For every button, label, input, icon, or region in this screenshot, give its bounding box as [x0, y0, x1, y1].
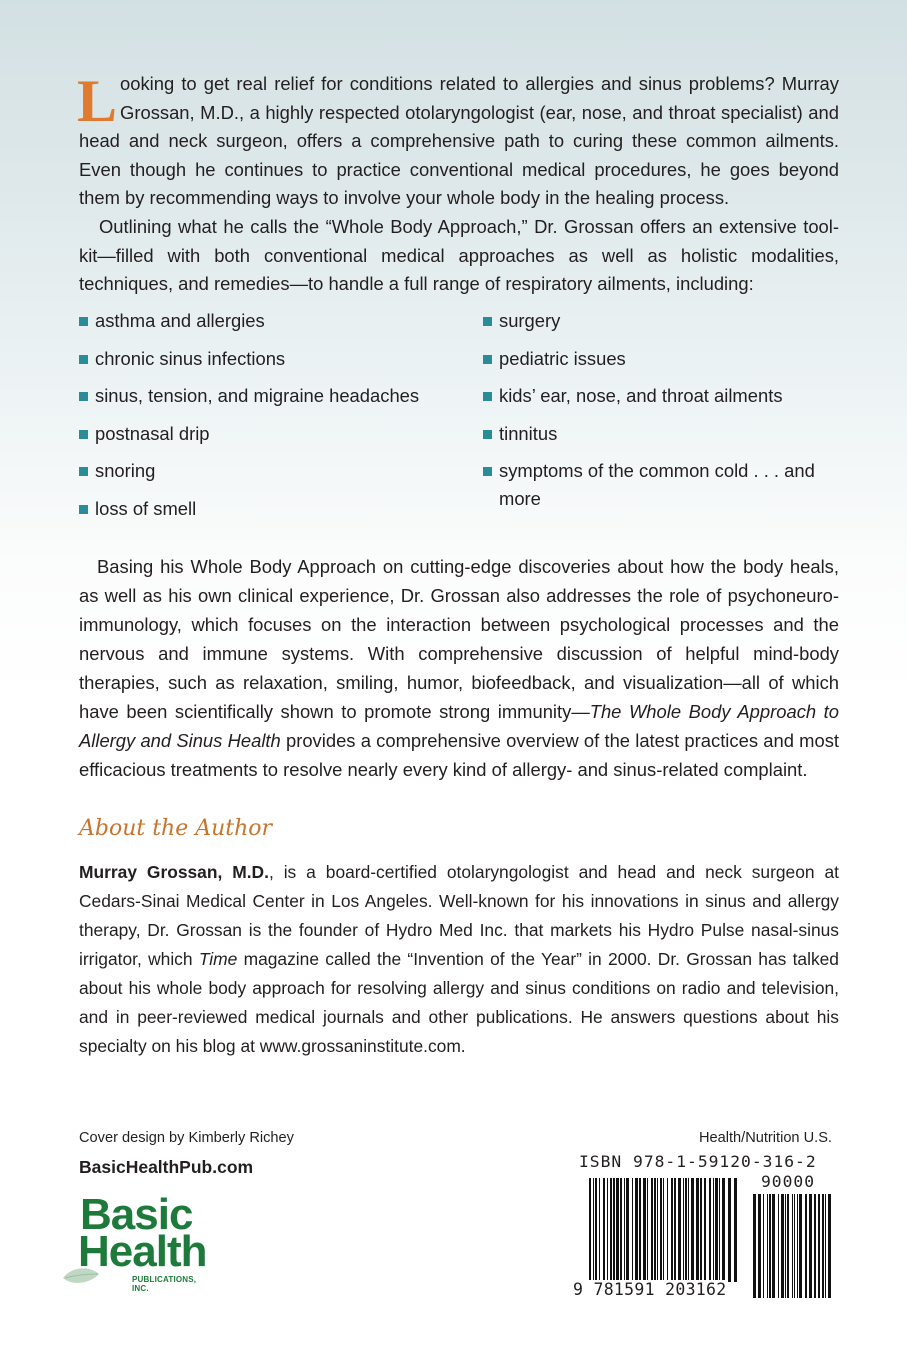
- barcode-main-icon: [589, 1178, 739, 1282]
- barcode-digits: 9 781591 203162: [573, 1280, 727, 1299]
- list-item: snoring: [79, 457, 479, 485]
- list-item: symptoms of the common cold . . . and more: [483, 457, 823, 513]
- list-item: postnasal drip: [79, 420, 479, 448]
- ailment-list-right: [483, 307, 823, 523]
- list-item: surgery: [483, 307, 823, 335]
- list-item: sinus, tension, and migraine headaches: [79, 382, 479, 410]
- cover-design-credit: Cover design by Kimberly Richey: [79, 1130, 294, 1146]
- author-bio: [79, 858, 839, 1061]
- about-author-heading: About the Author: [79, 816, 273, 841]
- bullet-square-icon: [79, 430, 88, 439]
- bullet-square-icon: [483, 467, 492, 476]
- logo-line-publications: PUBLICATIONS, INC.: [132, 1275, 197, 1293]
- intro-paragraph-2: Outlining what he calls the “Whole Body Approach,” Dr. Grossan offers an extensive tool-kit—filled with both conventional medical approaches as well as holistic modalities, techniques, and remedies—to handle a full range of respiratory ailments, including:: [79, 215, 839, 295]
- intro-section: [79, 70, 839, 299]
- list-item: kids’ ear, nose, and throat ailments: [483, 382, 823, 410]
- bullet-square-icon: [483, 430, 492, 439]
- category-label: Health/Nutrition U.S.: [698, 1130, 832, 1146]
- bullet-square-icon: [483, 317, 492, 326]
- ailment-list-left: [79, 307, 479, 533]
- bullet-square-icon: [483, 392, 492, 401]
- publisher-logo: [62, 1190, 212, 1293]
- bullet-square-icon: [79, 392, 88, 401]
- publisher-website[interactable]: BasicHealthPub.com: [79, 1157, 254, 1177]
- list-item: tinnitus: [483, 420, 823, 448]
- bullet-square-icon: [79, 317, 88, 326]
- author-paragraph: Murray Grossan, M.D., is a board-certified otolaryngologist and head and neck surgeon at Cedars-Sinai Medical Center in Los Angeles. Well-known for his innovations in sinus and allergy therapy, Dr. Grossan is the founder of Hydro Med Inc. that markets his Hydro Pulse nasal-sinus irrigator, which Time magazine called the “Invention of the Year” in 2000. Dr. Grossan has talked about his whole body approach for resolving allergy and sinus conditions on radio and television, and in peer-reviewed medical journals and other publications. He answers questions about his specialty on his blog at www.grossaninstitute.com.: [79, 862, 840, 1056]
- body-paragraph: Basing his Whole Body Approach on cutting-edge discoveries about how the body heals, as well as his own clinical experience, Dr. Grossan also addresses the role of psychoneuro-immunology, which focuses on the interaction between psychological processes and the nervous and immune systems. With comprehensive discussion of helpful mind-body therapies, such as relaxation, smiling, humor, biofeedback, and visualization—all of which have been scientifically shown to promote strong immunity—The Whole Body Approach to Allergy and Sinus Health provides a comprehensive overview of the latest practices and most efficacious treatments to resolve nearly every kind of allergy- and sinus-related complaint.: [79, 556, 840, 780]
- drop-cap: L: [77, 68, 118, 134]
- intro-paragraph-1-text: ooking to get real relief for conditions related to allergies and sinus problems? Murray Grossan, M.D., a highly respected otolaryngologist (ear, nose, and throat specialist) and head and neck surgeon, offers a comprehensive path to curing these common ailments. Even though he continues to practice conventional medical procedures, he goes beyond them by recommending ways to involve your whole body in the healing process.: [79, 73, 839, 209]
- bullet-square-icon: [483, 355, 492, 364]
- list-item: pediatric issues: [483, 345, 823, 373]
- intro-paragraph-1: [79, 70, 839, 213]
- bullet-square-icon: [79, 355, 88, 364]
- barcode-addon-icon: [753, 1194, 832, 1298]
- magazine-title: Time: [198, 949, 238, 969]
- book-title: The Whole Body Approach to Allergy and Sinus Health: [79, 701, 839, 751]
- list-item: asthma and allergies: [79, 307, 479, 335]
- bullet-square-icon: [79, 505, 88, 514]
- bullet-square-icon: [79, 467, 88, 476]
- author-name: Murray Grossan, M.D.: [79, 862, 269, 882]
- logo-line-basic: Basic: [80, 1190, 193, 1239]
- logo-line-health: Health: [78, 1227, 207, 1276]
- list-item: chronic sinus infections: [79, 345, 479, 373]
- list-item: loss of smell: [79, 495, 479, 523]
- price-code: 90000: [761, 1172, 816, 1191]
- body-section: [79, 552, 839, 784]
- isbn-text: ISBN 978-1-59120-316-2: [579, 1152, 817, 1171]
